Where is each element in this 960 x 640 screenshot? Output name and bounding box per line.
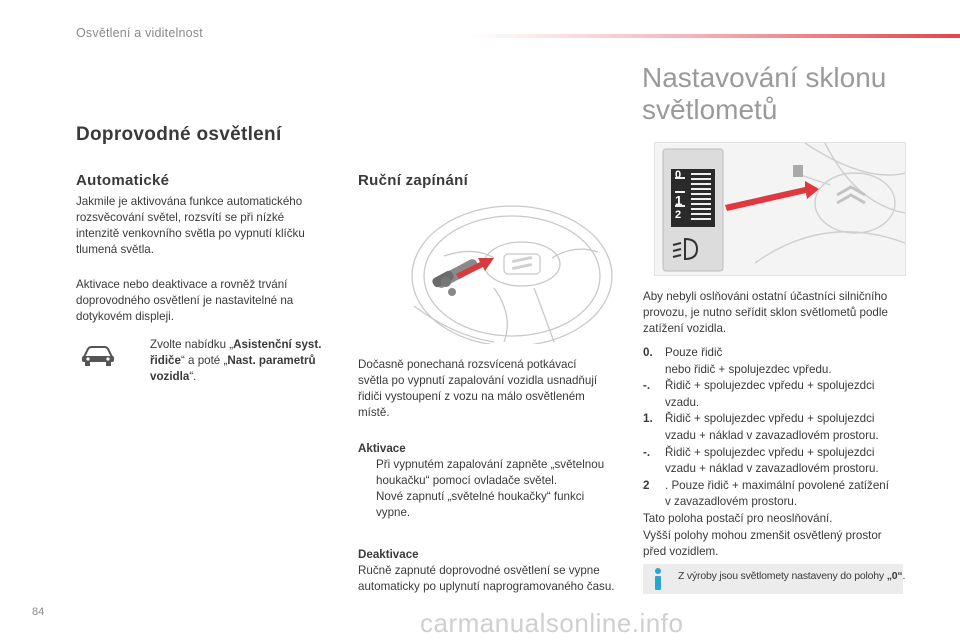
header-title: Osvětlení a viditelnost — [76, 26, 203, 40]
deactivation-title: Deaktivace — [358, 548, 419, 561]
section-title: Doprovodné osvětlení — [76, 124, 282, 145]
list-item-text: vzadu + náklad v zavazadlovém prostoru. — [665, 428, 879, 442]
bullet-text: Nové zapnutí „světelné houkačky“ funkci — [376, 490, 585, 503]
list-item-text: Řidič + spolujezdec vpředu + spolujezdci — [665, 379, 875, 393]
outro-line — [643, 528, 915, 545]
text-line: automaticky po uplynutí naprogramovaného času. — [358, 580, 615, 593]
activation-bullet-2 — [358, 489, 630, 505]
dial-label-2: 2 — [675, 209, 682, 221]
list-item-number: -. — [643, 379, 651, 393]
text-line: Aktivace nebo deaktivace a rovněž trvání — [76, 278, 288, 291]
text-line: před vozidlem. — [643, 545, 719, 559]
list-item-text: Řidič + spolujezdec vpředu + spolujezdci — [665, 445, 875, 459]
list-item — [643, 345, 915, 362]
right-title — [642, 62, 886, 126]
text-line: Aby nebyli oslňováni ostatní účastníci silničního — [643, 290, 888, 303]
info-text-end: . — [902, 570, 906, 582]
bullet-text: vypne. — [376, 506, 411, 519]
list-item-text: v zavazadlovém prostoru. — [665, 495, 798, 509]
headlamp-adjuster-photo — [654, 142, 906, 276]
list-item-text: Pouze řidič — [665, 346, 723, 359]
activation-title: Aktivace — [358, 442, 406, 455]
dial-label-1: 1 — [675, 193, 683, 208]
info-text-main: Z výroby jsou světlomety nastaveny do polohy — [678, 570, 887, 582]
watermark: carmanualsonline.info — [420, 608, 684, 638]
text-line: doprovodného osvětlení je nastavitelné na — [76, 294, 294, 307]
manual-heading: Ruční zapínání — [358, 172, 469, 189]
info-text-position: „0“ — [886, 570, 903, 582]
info-text — [678, 570, 905, 582]
text-line: Ručně zapnuté doprovodné osvětlení se vypne — [358, 564, 600, 577]
step-line-1 — [132, 337, 342, 353]
list-item-number: 1. — [643, 412, 653, 426]
text-line: zatížení vozidla. — [643, 322, 727, 335]
text-line: Dočasně ponechaná rozsvícená potkávací — [358, 358, 577, 371]
arrow-bullet-icon — [132, 337, 150, 353]
bullet-text: Při vypnutém zapalování zapněte „světelnou — [376, 458, 605, 471]
list-item-number: 2 — [643, 478, 650, 492]
bullet-text: houkačku“ pomocí ovladače světel. — [376, 474, 558, 487]
text-line: světla po vypnutí zapalování vozidla usnadňují — [358, 374, 598, 387]
menu-step — [132, 337, 342, 385]
activation-bullet-1 — [358, 457, 630, 473]
text-line: Vyšší polohy mohou zmenšit osvětlený prostor — [643, 528, 882, 542]
menu-name-params-cont: vozidla — [150, 370, 190, 383]
headlamp-intro — [643, 289, 913, 337]
page-number: 84 — [32, 606, 45, 618]
list-item — [643, 378, 915, 395]
text-line: řidiči vystoupení z vozu na málo osvětleném — [358, 390, 585, 403]
list-item-number: -. — [643, 445, 651, 459]
list-item-text: nebo řidič + spolujezdec vpředu. — [665, 362, 832, 376]
list-item — [643, 445, 915, 462]
deactivation-block — [358, 547, 638, 595]
list-item — [643, 411, 915, 428]
list-item-text: vzadu. — [665, 395, 700, 409]
step-text: “. — [189, 370, 197, 383]
arrow-bullet-icon — [358, 489, 376, 505]
outro-line — [643, 511, 915, 528]
manual-paragraph — [358, 357, 628, 421]
text-line: intenzitě venkovního světla po vypnutí klíčku — [76, 227, 305, 240]
list-item — [643, 478, 915, 495]
list-item-text: Řidič + spolujezdec vpředu + spolujezdci — [665, 412, 875, 426]
positions-list — [643, 345, 915, 561]
automatic-paragraph-1 — [76, 194, 336, 258]
text-line: Jakmile je aktivována funkce automatického — [76, 195, 303, 208]
right-title-line-1: Nastavování sklonu — [642, 62, 887, 93]
step-text: “ a poté „ — [180, 354, 228, 367]
automatic-heading: Automatické — [76, 172, 170, 189]
list-item-number: 0. — [643, 346, 653, 359]
header-accent-bar — [470, 34, 960, 38]
text-line: dotykovém displeji. — [76, 310, 174, 323]
text-line: rozsvěcování světel, rozsvítí se při nízké — [76, 211, 285, 224]
step-text: Zvolte nabídku „ — [150, 338, 234, 351]
menu-name-assist: Asistenční syst. — [233, 338, 322, 351]
menu-name-assist-cont: řidiče — [150, 354, 181, 367]
car-settings-icon — [80, 343, 116, 367]
list-item-text: . Pouze řidič + maximální povolené zatížení — [665, 478, 889, 492]
step-line-2 — [132, 353, 342, 369]
right-title-line-2: světlometů — [642, 94, 778, 125]
arrow-bullet-icon — [358, 457, 376, 473]
text-line: tlumená světla. — [76, 243, 154, 256]
steering-wheel-illustration — [384, 196, 624, 344]
menu-name-params: Nast. parametrů — [227, 354, 316, 367]
outro-line — [643, 544, 915, 561]
info-icon — [650, 567, 666, 591]
text-line: Tato poloha postačí pro neoslňování. — [643, 511, 833, 525]
automatic-paragraph-2 — [76, 277, 336, 325]
text-line: provozu, je nutno seřídit sklon světlometů podle — [643, 306, 888, 319]
step-line-3 — [132, 369, 342, 385]
dial-label-0: 0 — [675, 169, 682, 181]
activation-block — [358, 441, 630, 521]
text-line: místě. — [358, 406, 390, 419]
list-item-text: vzadu + náklad v zavazadlovém prostoru. — [665, 462, 879, 476]
